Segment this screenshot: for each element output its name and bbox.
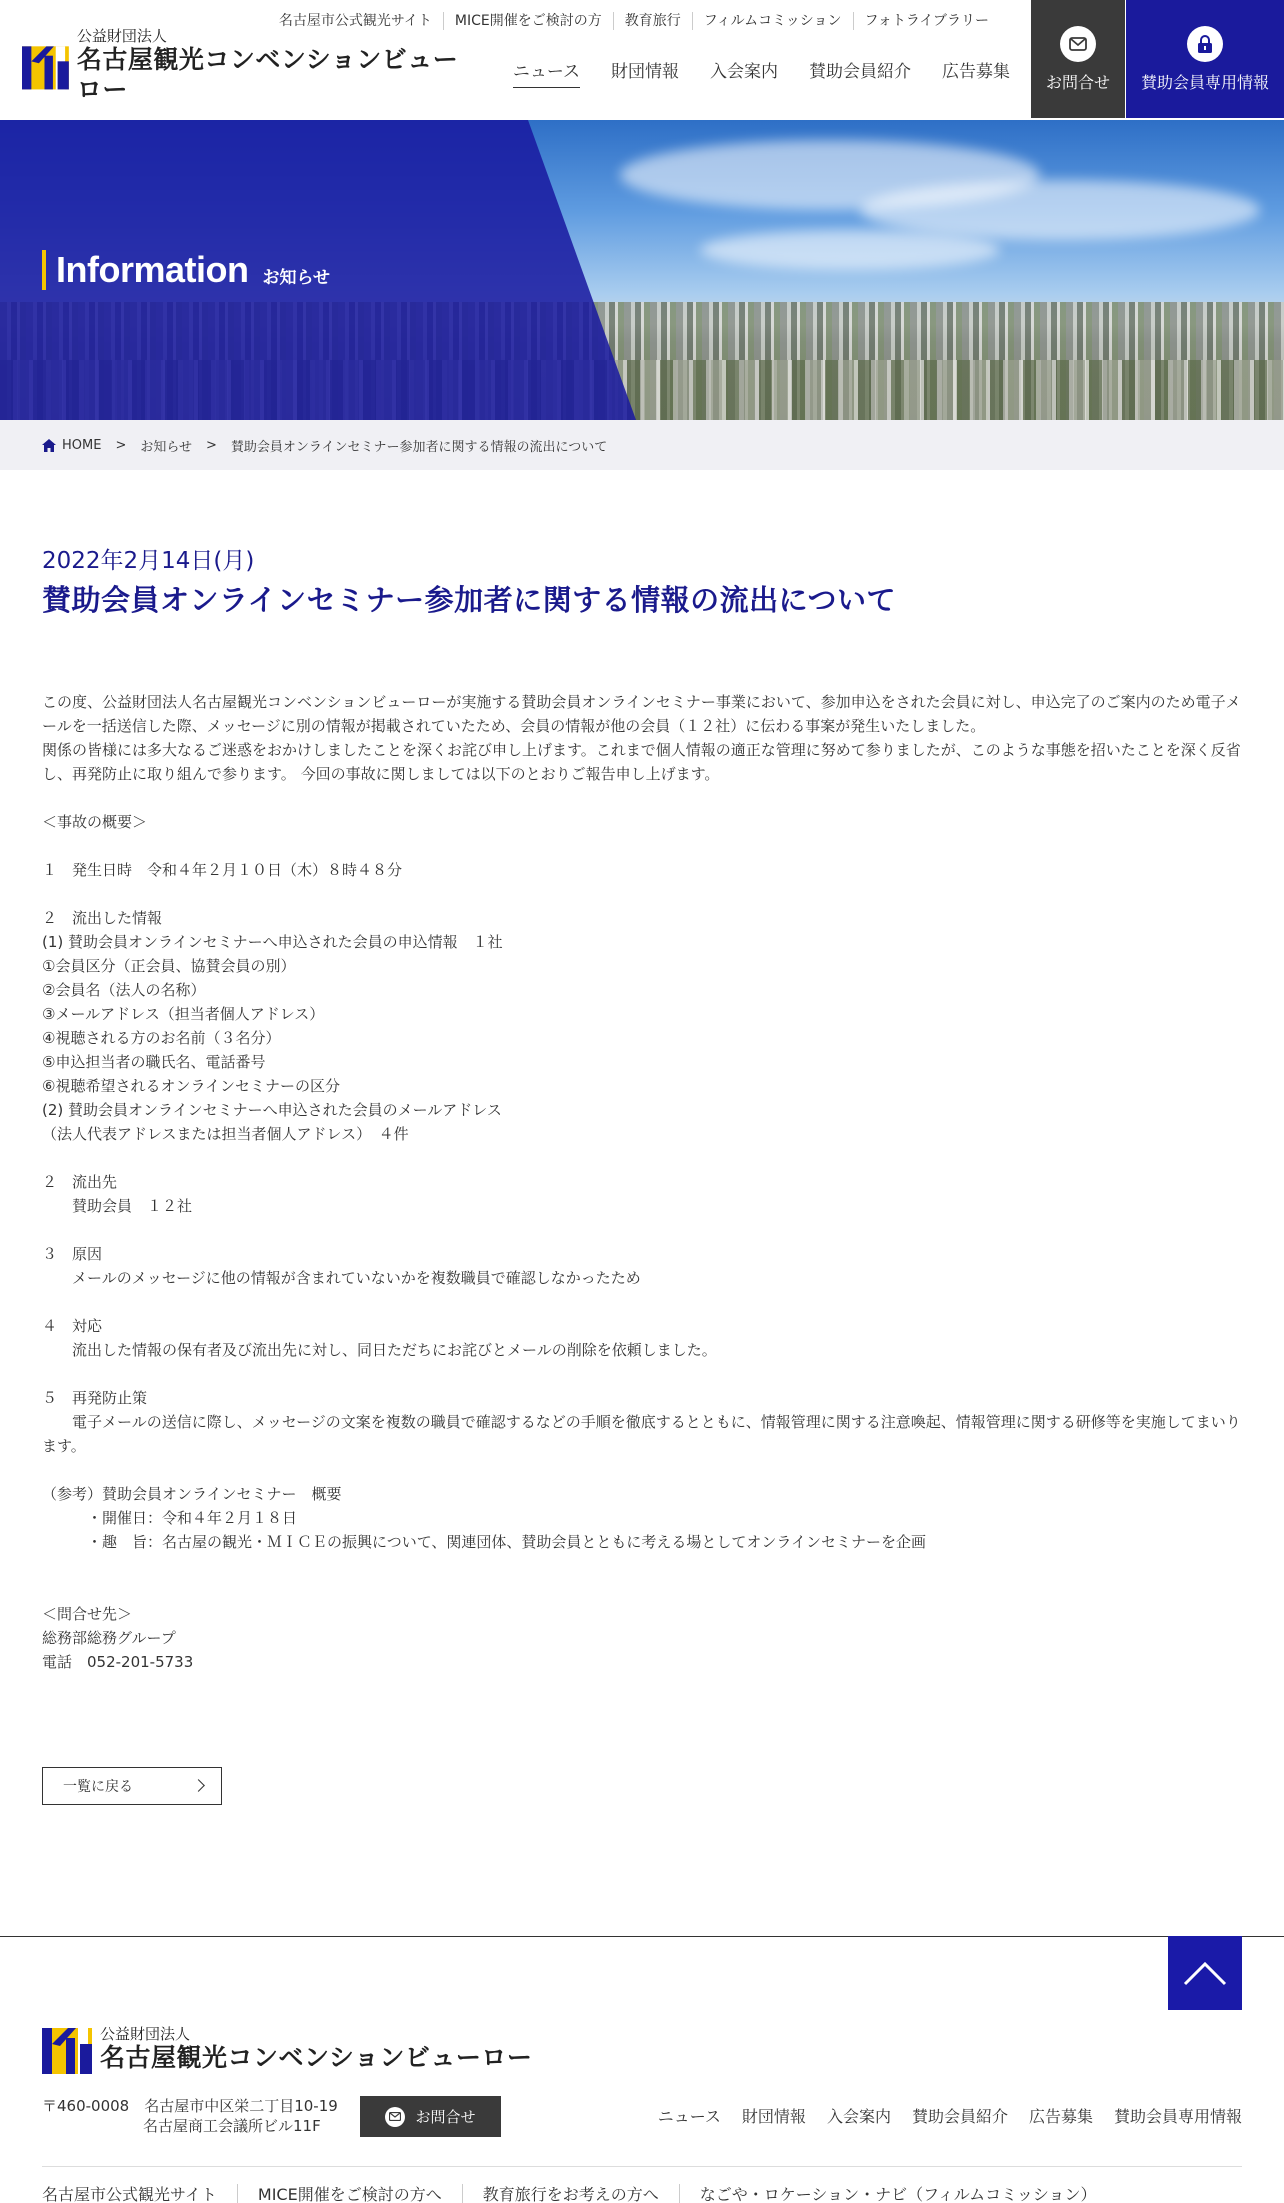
footer-link[interactable]: MICE開催をご検討の方へ: [237, 2184, 462, 2203]
mail-icon: [385, 2107, 405, 2127]
footer-nav-membership[interactable]: 入会案内: [826, 2107, 891, 2126]
article-paragraph: この度、公益財団法人名古屋観光コンベンションビューローが実施する賛助会員オンラインセミナー事業において、参加申込をされた会員に対し、申込完了のご案内のため電子メールを一括送信した際、メッセージに別の情報が掲載されていたため、会員の情報が他の会員（１２社）に伝わる事案が発生いたしました。 関係の皆様には多大なるご迷惑をおかけしましたことを深くお詫び申し上げます。これまで個人情報の適正な管理に努めて参りましたが、このような事態を招いたことを深く反省し、再発防止に取り組んで参ります。 今回の事故に関しましては以下のとおりご報告申し上げます。: [42, 693, 1241, 783]
util-link[interactable]: 教育旅行: [613, 12, 692, 30]
article-paragraph: [42, 1290, 1242, 1314]
article-paragraph: [42, 786, 1242, 810]
hero-title-en: Information: [56, 249, 249, 290]
util-link[interactable]: MICE開催をご検討の方: [443, 12, 613, 30]
hero-cloud: [700, 230, 1000, 270]
footer-nav-ads[interactable]: 広告募集: [1028, 2107, 1093, 2126]
article-paragraph: [42, 1146, 1242, 1170]
article-paragraph: [42, 1578, 1242, 1602]
address-line-2: 名古屋商工会議所ビル11F: [143, 2117, 321, 2135]
article-paragraph: ５ 再発防止策 電子メールの送信に際し、メッセージの文案を複数の職員で確認するなどの手順を徹底するとともに、情報管理に関する注意喚起、情報管理に関する研修等を実施してまいります。: [42, 1389, 1241, 1455]
util-link[interactable]: 名古屋市公式観光サイト: [278, 13, 432, 29]
logo-mark-icon: [22, 41, 69, 91]
logo-title: 名古屋観光コンベンションビューロー: [76, 45, 459, 104]
hero-title-ja: お知らせ: [262, 268, 330, 288]
breadcrumb-current: 賛助会員オンラインセミナー参加者に関する情報の流出について: [230, 439, 608, 455]
footer-link[interactable]: なごや・ロケーション・ナビ（フィルムコミッション）: [679, 2184, 1117, 2203]
footer-address: [42, 2096, 338, 2136]
footer-logo-subtitle: 公益財団法人: [100, 2025, 191, 2043]
nav-membership[interactable]: 入会案内: [710, 62, 778, 82]
mail-icon: [1060, 26, 1096, 62]
breadcrumb-separator: >: [205, 437, 217, 453]
article-paragraph: [42, 834, 1242, 858]
logo-subtitle: 公益財団法人: [76, 27, 167, 45]
chevron-right-icon: [192, 1779, 205, 1792]
nav-foundation[interactable]: 財団情報: [611, 62, 679, 82]
address-line-1: 〒460-0008 名古屋市中区栄二丁目10-19: [42, 2097, 338, 2115]
footer-logo[interactable]: [42, 2024, 532, 2074]
util-link[interactable]: フィルムコミッション: [692, 12, 853, 30]
footer-link[interactable]: 教育旅行をお考えの方へ: [462, 2184, 679, 2203]
nav-members[interactable]: 賛助会員紹介: [809, 62, 911, 82]
footer-nav-member-info[interactable]: 賛助会員専用情報: [1113, 2107, 1242, 2126]
article-paragraph: ２ 流出先 賛助会員 １２社: [42, 1173, 193, 1215]
article-paragraph: ３ 原因 メールのメッセージに他の情報が含まれていないかを複数職員で確認しなかったため: [42, 1245, 641, 1287]
nav-news[interactable]: ニュース: [513, 60, 580, 88]
site-header: [0, 0, 1284, 120]
nav-ads[interactable]: 広告募集: [942, 62, 1010, 82]
hero-cloud: [860, 180, 1260, 240]
footer-external-links: [42, 2184, 1117, 2203]
article-paragraph: ＜問合せ先＞ 総務部総務グループ 電話 052-201-5733: [42, 1605, 194, 1671]
breadcrumb: [0, 420, 1284, 470]
back-to-list-label: 一覧に戻る: [63, 1779, 133, 1795]
member-info-button[interactable]: [1126, 0, 1284, 118]
article-paragraph: [42, 1458, 1242, 1482]
breadcrumb-section[interactable]: お知らせ: [140, 439, 192, 455]
member-info-label: 賛助会員専用情報: [1140, 72, 1269, 92]
logo-mark-icon: [42, 2024, 92, 2074]
contact-label: お問合せ: [1045, 72, 1110, 92]
article-paragraph: [42, 1218, 1242, 1242]
hero-accent-bar: [42, 250, 46, 290]
footer-contact-button[interactable]: [360, 2096, 501, 2137]
footer-nav-foundation[interactable]: 財団情報: [741, 2107, 806, 2126]
article-paragraph: ２ 流出した情報 (1) 賛助会員オンラインセミナーへ申込された会員の申込情報 １社 ①会員区分（正会員、協賛会員の別） ②会員名（法人の名称） ③メールアドレス（担当者個人アドレス） ④視聴される方のお名前（３名分） ⑤申込担当者の職氏名、電話番号 ⑥視聴希望されるオンラインセミナーの区分 (2) 賛助会員オンラインセミナーへ申込された会員のメールアドレス （法人代表アドレスまたは担当者個人アドレス） ４件: [42, 909, 503, 1143]
breadcrumb-home[interactable]: HOME: [62, 437, 102, 453]
article-body: [42, 690, 1242, 1674]
footer-link[interactable]: 名古屋市公式観光サイト: [42, 2185, 217, 2203]
back-to-list-button[interactable]: [42, 1767, 222, 1805]
article-paragraph: ４ 対応 流出した情報の保有者及び流出先に対し、同日ただちにお詫びとメールの削除を依頼しました。: [42, 1317, 717, 1359]
article-paragraph: [42, 1554, 1242, 1578]
utility-nav: [268, 12, 1000, 30]
breadcrumb-separator: >: [115, 437, 127, 453]
footer-contact-label: お問合せ: [415, 2108, 476, 2126]
footer-nav-news[interactable]: ニュース: [657, 2107, 721, 2126]
site-logo[interactable]: [22, 27, 482, 104]
footer-nav-members[interactable]: 賛助会員紹介: [911, 2107, 1008, 2126]
hero-title: [42, 250, 330, 290]
footer-nav: [637, 2104, 1242, 2127]
footer-logo-title: 名古屋観光コンベンションビューロー: [100, 2043, 533, 2072]
main-nav: [482, 60, 1010, 88]
article-paragraph: ＜事故の概要＞: [42, 813, 148, 831]
footer-separator: [42, 2166, 1242, 2167]
article-date: 2022年2月14日(月): [42, 548, 255, 574]
home-icon: [42, 439, 56, 452]
article-paragraph: [42, 1362, 1242, 1386]
lock-icon: [1187, 26, 1223, 62]
article-paragraph: （参考）賛助会員オンラインセミナー 概要 ・開催日：令和４年２月１８日 ・趣 旨：名古屋の観光・ＭＩＣＥの振興について、関連団体、賛助会員とともに考える場としてオンラインセミナーを企画: [42, 1485, 926, 1551]
page-top-button[interactable]: [1168, 1936, 1242, 2010]
footer-divider: [0, 1936, 1284, 1937]
chevron-up-icon: [1183, 1960, 1227, 1986]
article-paragraph: [42, 882, 1242, 906]
util-link[interactable]: フォトライブラリー: [853, 12, 1000, 30]
article-title: 賛助会員オンラインセミナー参加者に関する情報の流出について: [42, 583, 897, 617]
contact-button[interactable]: [1031, 0, 1125, 118]
article-paragraph: １ 発生日時 令和４年２月１０日（木）８時４８分: [42, 861, 403, 879]
